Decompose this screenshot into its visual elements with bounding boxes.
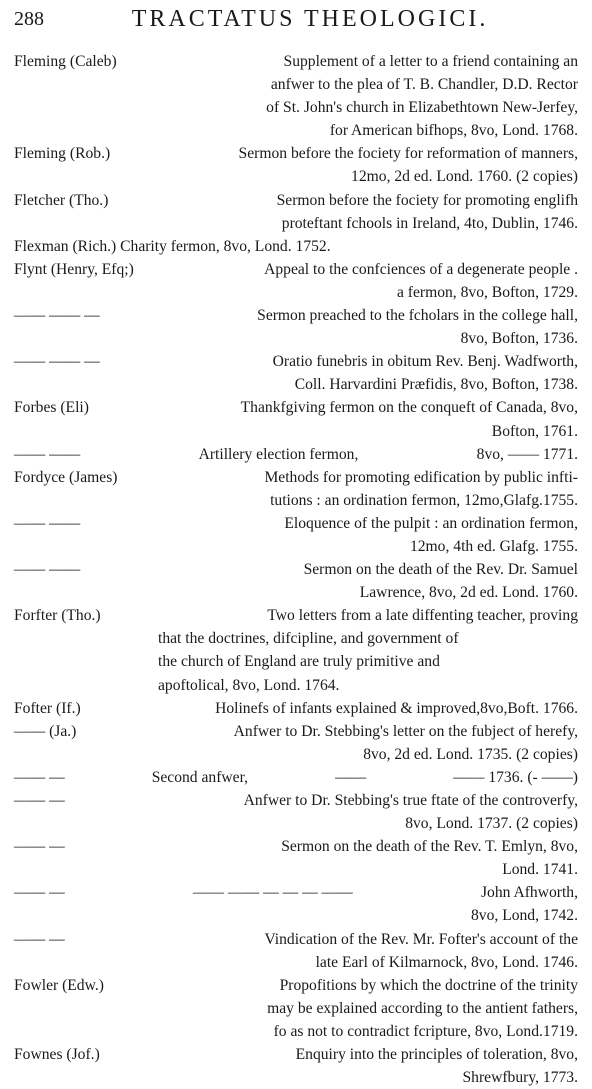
entry-author: Forbes (Eli): [14, 399, 89, 417]
entry-line: [14, 466, 578, 489]
entry-line: [14, 512, 578, 535]
gap-spacer: [80, 443, 198, 466]
entry-continuation: that the doctrines, difcipline, and government of: [158, 630, 459, 648]
entry-continuation: a fermon, 8vo, Bofton, 1729.: [396, 283, 578, 301]
gap-spacer: [104, 974, 280, 997]
page-header: [14, 4, 574, 34]
entry-line: [14, 904, 578, 927]
entry-line: [14, 281, 578, 304]
entry-imprint: John Afhworth,: [480, 884, 578, 902]
entry-line: [14, 142, 578, 165]
entry-title: Sermon before the fociety for promoting englifh: [276, 191, 578, 209]
entry-title: Propofitions by which the doctrine of the trinity: [279, 976, 578, 994]
entry-continuation: Lond. 1741.: [502, 861, 578, 879]
gap-spacer: [65, 766, 152, 789]
entry-author: —— —: [14, 884, 65, 902]
gap-spacer: [65, 928, 265, 951]
gap-spacer: [353, 881, 481, 904]
entry-title: —— —— — — — ——: [192, 884, 353, 902]
catalogue-entry: [14, 697, 578, 974]
entry-imprint: 8vo, —— 1771.: [476, 445, 579, 463]
entry-continuation: anfwer to the plea of T. B. Chandler, D.D. Rector: [270, 76, 578, 94]
gap-spacer: [248, 766, 335, 789]
running-head: TRACTATUS THEOLOGICI.: [131, 6, 489, 32]
entry-continuation: tutions : an ordination fermon, 12mo,Glafg.1755.: [270, 491, 578, 509]
entry-line: [14, 189, 578, 212]
entry-title: Oratio funebris in obitum Rev. Benj. Wadfworth,: [272, 353, 578, 371]
entry-line: [14, 1043, 578, 1066]
entry-line: [14, 96, 578, 119]
entry-author: —— —— —: [14, 353, 100, 371]
entry-line: [14, 119, 578, 142]
entry-continuation: 8vo, 2d ed. Lond. 1735. (2 copies): [363, 745, 578, 763]
entry-title: Second anfwer,: [151, 768, 249, 786]
entry-title: Eloquence of the pulpit : an ordination fermon,: [284, 514, 578, 532]
entry-author: Fordyce (James): [14, 468, 118, 486]
entry-author: —— —: [14, 768, 65, 786]
entry-line: [14, 1020, 578, 1043]
gap-spacer: [366, 766, 453, 789]
entry-line: [14, 350, 578, 373]
entry-continuation: Lawrence, 8vo, 2d ed. Lond. 1760.: [359, 584, 578, 602]
entry-continuation: Coll. Harvardini Præfidis, 8vo, Bofton, 1738.: [294, 376, 578, 394]
entry-continuation: 8vo, Bofton, 1736.: [460, 330, 578, 348]
gap-spacer: [101, 604, 268, 627]
entry-line: [14, 558, 578, 581]
entry-line: [14, 604, 578, 627]
entry-line: [14, 720, 578, 743]
entry-author: Fletcher (Tho.): [14, 191, 109, 209]
entry-title: Enquiry into the principles of toleration, 8vo,: [295, 1046, 578, 1064]
entry-author: —— —: [14, 792, 65, 809]
entry-line: [14, 304, 578, 327]
entry-author: —— ——: [14, 561, 81, 579]
gap-spacer: [76, 720, 233, 743]
entry-title: Sermon on the death of the Rev. Dr. Samuel: [303, 561, 578, 579]
entry-continuation: apoftolical, 8vo, Lond. 1764.: [158, 676, 340, 694]
catalogue-entry: [14, 142, 578, 188]
gap-spacer: [81, 697, 215, 720]
entry-line: [14, 420, 578, 443]
gap-spacer: [100, 350, 273, 373]
ditto-dash: ——: [335, 768, 367, 786]
entry-line: [14, 789, 578, 812]
entry-author: Fleming (Caleb): [14, 53, 117, 70]
entry-continuation: 12mo, 4th ed. Glafg. 1755.: [409, 537, 578, 555]
catalogue-entry: [14, 604, 578, 696]
entry-continuation: 8vo, Lond, 1742.: [471, 907, 578, 925]
entry-continuation: for American bifhops, 8vo, Lond. 1768.: [329, 122, 578, 140]
catalogue-entry: [14, 466, 578, 605]
catalogue-entry: [14, 1043, 578, 1089]
entry-continuation: Bofton, 1761.: [491, 422, 578, 440]
entry-title: Methods for promoting edification by public infti-: [264, 468, 578, 486]
entry-title: Artillery election fermon,: [198, 445, 359, 463]
catalogue-entry: [14, 396, 578, 465]
catalogue-entry: [14, 258, 578, 397]
entry-line: [14, 928, 578, 951]
catalogue-entry: [14, 189, 578, 235]
entry-title: Anfwer to Dr. Stebbing's true ftate of the controverfy,: [243, 792, 578, 809]
entry-author: Flexman (Rich.): [14, 237, 117, 255]
entry-line: [14, 627, 578, 650]
entry-author: —— ——: [14, 514, 81, 532]
gap-spacer: [110, 142, 238, 165]
gap-spacer: [134, 258, 264, 281]
entry-title: Anfwer to Dr. Stebbing's letter on the fubject of herefy,: [233, 722, 578, 740]
entry-author: —— ——: [14, 445, 81, 463]
entry-line: [14, 881, 578, 904]
entry-line: [14, 951, 578, 974]
gap-spacer: [65, 789, 244, 812]
entry-title: Two letters from a late diffenting teacher, proving: [267, 607, 578, 625]
entry-line: [14, 650, 578, 673]
entry-title: Sermon preached to the fcholars in the college hall,: [257, 307, 578, 325]
entry-line: [14, 73, 578, 96]
entry-imprint: —— 1736. (- ——): [453, 768, 578, 786]
entry-line: [14, 489, 578, 512]
gap-spacer: [358, 443, 476, 466]
entry-line: [14, 327, 578, 350]
entry-author: Fowler (Edw.): [14, 976, 104, 994]
page-number: 288: [14, 8, 44, 30]
entry-title: Thankfgiving fermon on the conqueft of Canada, 8vo,: [240, 399, 578, 417]
entry-line: [14, 997, 578, 1020]
entry-line: [14, 858, 578, 881]
entry-continuation: proteftant fchools in Ireland, 4to, Dublin, 1746.: [281, 214, 578, 232]
entry-line: [14, 212, 578, 235]
gap-spacer: [80, 512, 284, 535]
entry-continuation: 8vo, Lond. 1737. (2 copies): [405, 815, 578, 833]
entry-author: Fownes (Jof.): [14, 1046, 100, 1064]
gap-spacer: [89, 396, 241, 419]
gap-spacer: [100, 1043, 296, 1066]
entry-title: Sermon on the death of the Rev. T. Emlyn, 8vo,: [281, 838, 578, 856]
gap-spacer: [100, 304, 257, 327]
entry-continuation: may be explained according to the antient fathers,: [267, 999, 578, 1017]
gap-spacer: [65, 881, 193, 904]
entry-continuation: Shrewfbury, 1773.: [462, 1069, 578, 1087]
entry-continuation: 12mo, 2d ed. Lond. 1760. (2 copies): [351, 168, 578, 186]
gap-spacer: [108, 189, 276, 212]
entry-title: Appeal to the confciences of a degenerate people .: [264, 260, 578, 278]
entry-continuation: fo as not to contradict fcripture, 8vo, Lond.1719.: [273, 1022, 578, 1040]
entry-line: [14, 835, 578, 858]
entry-title: Holinefs of infants explained & improved,8vo,Boft. 1766.: [215, 699, 578, 717]
entry-line: [14, 674, 578, 697]
catalogue-entry: [14, 235, 578, 258]
entry-line: [14, 697, 578, 720]
entry-continuation: late Earl of Kilmarnock, 8vo, Lond. 1746.: [315, 953, 578, 971]
entry-line: [14, 50, 578, 73]
catalogue-entry: [14, 50, 578, 142]
gap-spacer: [80, 558, 303, 581]
entry-author: —— —— —: [14, 307, 100, 325]
entry-line: [14, 743, 578, 766]
entry-line: [14, 165, 578, 188]
gap-spacer: [117, 50, 284, 73]
entry-line: [14, 766, 578, 789]
entry-line: [14, 1066, 578, 1089]
entry-line: [14, 581, 578, 604]
entry-author: —— —: [14, 930, 65, 948]
entry-title: Supplement of a letter to a friend containing an: [283, 53, 578, 70]
gap-spacer: [118, 466, 265, 489]
entry-line: [14, 373, 578, 396]
entry-author: Fleming (Rob.): [14, 145, 111, 163]
entry-title: Vindication of the Rev. Mr. Fofter's account of the: [264, 930, 578, 948]
entry-line: [14, 974, 578, 997]
entry-author: Fofter (If.): [14, 699, 81, 717]
entry-author: —— —: [14, 838, 65, 856]
entry-line: [14, 235, 578, 258]
entry-title: Charity fermon, 8vo, Lond. 1752.: [120, 237, 331, 255]
entry-author: Flynt (Henry, Efq;): [14, 260, 134, 278]
gap-spacer: [65, 835, 282, 858]
catalogue-entry: [14, 974, 578, 1043]
entry-continuation: the church of England are truly primitive and: [158, 653, 440, 671]
entry-line: [14, 812, 578, 835]
entry-author: —— (Ja.): [14, 722, 77, 740]
entry-line: [14, 443, 578, 466]
entry-author: Forfter (Tho.): [14, 607, 101, 625]
entry-line: [14, 258, 578, 281]
entry-line: [14, 396, 578, 419]
entry-line: [14, 535, 578, 558]
catalogue-entries: [14, 50, 578, 1089]
entry-title: Sermon before the fociety for reformation of manners,: [238, 145, 578, 163]
entry-continuation: of St. John's church in Elizabethtown New-Jerfey,: [266, 99, 578, 117]
